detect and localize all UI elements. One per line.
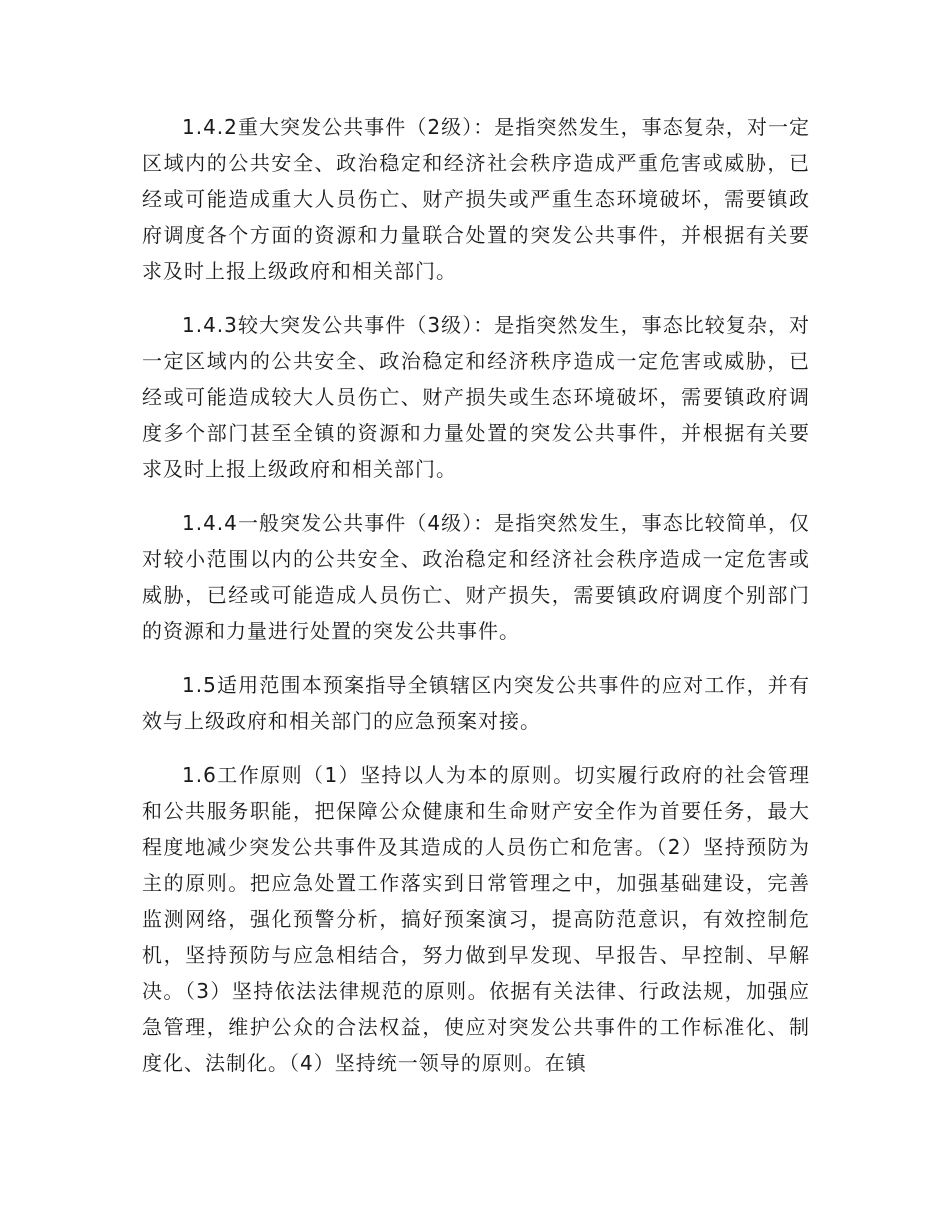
paragraph-1-4-2: 1.4.2重大突发公共事件（2级）：是指突然发生，事态复杂，对一定区域内的公共安全、政治稳定和经济社会秩序造成严重危害或威胁，已经或可能造成重大人员伤亡、财产损失或严重生态环境破坏，需要镇政府调度各个方面的资源和力量联合处置的突发公共事件，并根据有关要求及时上报上级政府和相关部门。 (142, 115, 810, 283)
paragraph-1-4-4: 1.4.4一般突发公共事件（4级）：是指突然发生，事态比较简单，仅对较小范围以内的公共安全、政治稳定和经济社会秩序造成一定危害或威胁，已经或可能造成人员伤亡、财产损失，需要镇政府调度个别部门的资源和力量进行处置的突发公共事件。 (142, 511, 810, 643)
paragraph-1-6: 1.6工作原则（1）坚持以人为本的原则。切实履行政府的社会管理和公共服务职能，把保障公众健康和生命财产安全作为首要任务，最大程度地减少突发公共事件及其造成的人员伤亡和危害。（2）坚持预防为主的原则。把应急处置工作落实到日常管理之中，加强基础建设，完善监测网络，强化预警分析，搞好预案演习，提高防范意识，有效控制危机，坚持预防与应急相结合，努力做到早发现、早报告、早控制、早解决。（3）坚持依法法律规范的原则。依据有关法律、行政法规，加强应急管理，维护公众的合法权益，使应对突发公共事件的工作标准化、制度化、法制化。（4）坚持统一领导的原则。在镇 (142, 763, 810, 1075)
document-body (142, 109, 810, 1099)
paragraph-1-5: 1.5适用范围本预案指导全镇辖区内突发公共事件的应对工作，并有效与上级政府和相关部门的应急预案对接。 (142, 673, 810, 733)
paragraph-1-4-3: 1.4.3较大突发公共事件（3级）：是指突然发生，事态比较复杂，对一定区域内的公共安全、政治稳定和经济秩序造成一定危害或威胁，已经或可能造成较大人员伤亡、财产损失或生态环境破坏，需要镇政府调度多个部门甚至全镇的资源和力量处置的突发公共事件，并根据有关要求及时上报上级政府和相关部门。 (142, 313, 810, 481)
